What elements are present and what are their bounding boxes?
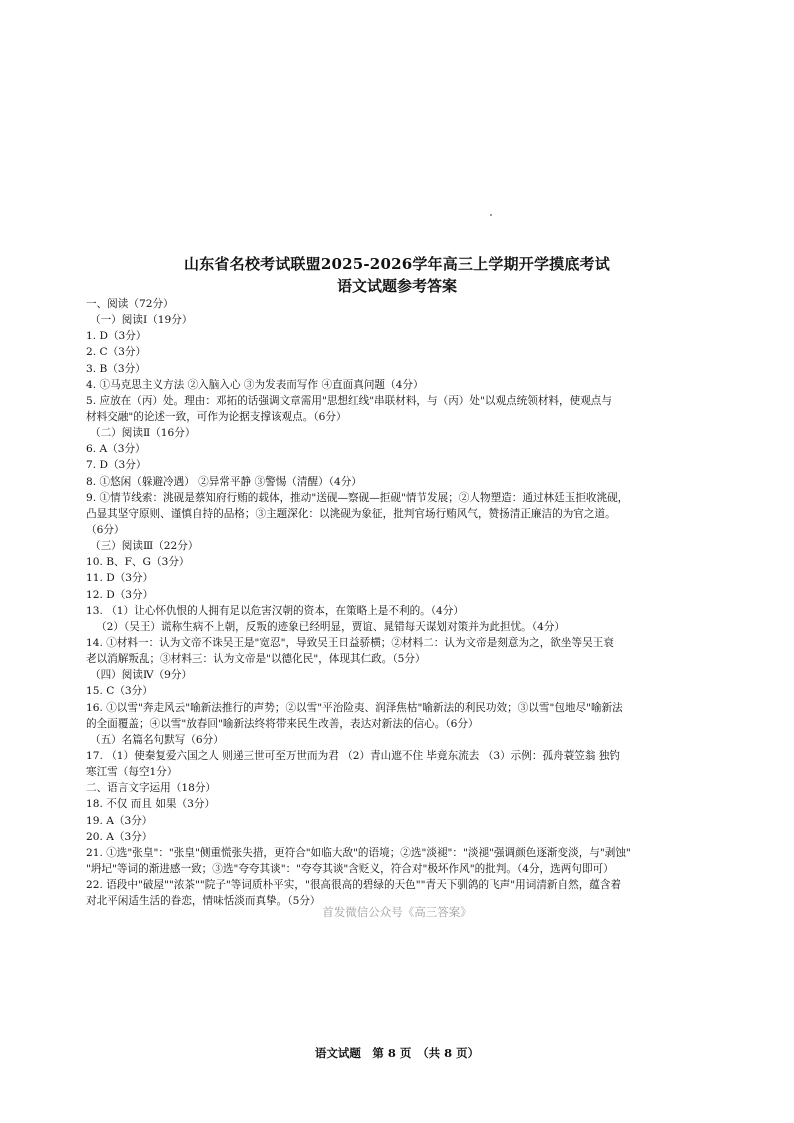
document-subtitle: 语文试题参考答案	[336, 277, 457, 295]
answer-line: 材料交融"的论述一致，可作为论据支撑该观点。（6分）	[86, 410, 347, 423]
answer-line: 20. A（3分）	[86, 830, 153, 843]
answer-line: "坍圮"等词的渐进感一致；③选"夸夸其谈"："夸夸其谈"含贬义，符合对"极坏作风"的批判。（4分，选两句即可）	[86, 862, 614, 875]
answer-line: 13. （1）让心怀仇恨的人拥有足以危害汉朝的资本，在策略上是不利的。（4分）	[86, 604, 464, 617]
answer-line: 老以消解叛乱；③材料三：认为文帝是"以德化民"，体现其仁政。（5分）	[86, 653, 426, 666]
subsection-heading: （二）阅读Ⅱ（16分）	[90, 427, 196, 440]
answer-line: 3. B（3分）	[86, 362, 146, 375]
answer-line: 1. D（3分）	[86, 330, 147, 343]
answer-line: 8. ①悠闲（躲避冷遇） ②异常平静 ③警惕（清醒）（4分）	[86, 475, 362, 488]
answer-line: 9. ①情节线索：洮砚是蔡知府行贿的载体，推动"送砚—察砚—拒砚"情节发展；②人物塑造：通过林廷玉拒收洮砚，	[86, 491, 629, 504]
answer-line: 15. C（3分）	[86, 685, 153, 698]
answer-line: 凸显其坚守原则、谨慎自持的品格；③主题深化：以洮砚为象征，批判官场行贿风气，赞扬清正廉洁的为官之道。	[86, 507, 616, 520]
answer-line: 22. 语段中"破屋""浓茶""院子"等词质朴平实，"很高很高的碧绿的天色""青天下驯鸽的飞声"用词清新自然，蕴含着	[86, 879, 622, 892]
subsection-heading: （一）阅读Ⅰ（19分）	[90, 314, 193, 327]
answer-line: 16. ①以雪"奔走风云"喻新法推行的声势；②以雪"平治险夷、润泽焦枯"喻新法的利民功效；③以雪"包地尽"喻新法	[86, 701, 623, 714]
answer-line: 7. D（3分）	[86, 459, 147, 472]
answer-line: 5. 应放在（丙）处。理由：邓拓的话强调文章需用"思想红线"串联材料，与（丙）处"以观点统领材料，使观点与	[86, 394, 612, 407]
subsection-heading: （五）名篇名句默写（6分）	[90, 733, 224, 746]
watermark-text: 首发微信公众号《高三答案》	[322, 905, 472, 919]
answer-line: 2. C（3分）	[86, 346, 147, 359]
answer-line: 的全面覆盖；④以雪"放春回"喻新法终将带来民生改善，表达对新法的信心。（6分）	[86, 717, 479, 730]
answer-line: 对北平闲适生活的眷恋，情味恬淡而真挚。（5分）	[86, 895, 321, 908]
answer-line: 11. D（3分）	[86, 572, 154, 585]
answer-line: 6. A（3分）	[86, 443, 146, 456]
document-title: 山东省名校考试联盟2025-2026学年高三上学期开学摸底考试	[184, 255, 610, 273]
answer-line: 17. （1）使秦复爱六国之人 则递三世可至万世而为君 （2）青山遮不住 毕竟东流去 （3）示例：孤舟蓑笠翁 独钓	[86, 749, 620, 762]
speck-mark	[490, 214, 492, 216]
answer-line: （6分）	[86, 523, 125, 536]
section-heading: 二、语言文字运用（18分）	[86, 782, 217, 795]
subsection-heading: （三）阅读Ⅲ（22分）	[90, 540, 199, 553]
section-heading: 一、阅读（72分）	[86, 298, 174, 310]
answer-line: 寒江雪（每空1分）	[86, 766, 178, 779]
answer-line: 18. 不仅 而且 如果（3分）	[86, 798, 216, 811]
answer-line: 12. D（3分）	[86, 588, 154, 601]
answer-line: 19. A（3分）	[86, 814, 153, 827]
answer-line: 21. ①选"张皇"："张皇"侧重慌张失措，更符合"如临大敌"的语境；②选"淡褪"："淡褪"强调颜色逐渐变淡，与"剥蚀"	[86, 846, 631, 859]
subsection-heading: （四）阅读Ⅳ（9分）	[90, 669, 193, 682]
answer-line: 10. B、F、G（3分）	[86, 556, 190, 569]
page-footer: 语文试题 第 8 页 （共 8 页）	[314, 1046, 480, 1060]
answer-line: 4. ①马克思主义方法 ②入脑入心 ③为发表而写作 ④直面真问题（4分）	[86, 378, 424, 391]
answer-line: （2）（吴王）谎称生病不上朝，反叛的迹象已经明显，贾谊、晁错每天谋划对策并为此担忧。（4分）	[96, 620, 566, 633]
answer-line: 14. ①材料一：认为文帝不诛吴王是"宽忍"，导致吴王日益骄横；②材料二：认为文帝是刻意为之，欲坐等吴王衰	[86, 636, 614, 649]
answer-body	[86, 296, 726, 909]
